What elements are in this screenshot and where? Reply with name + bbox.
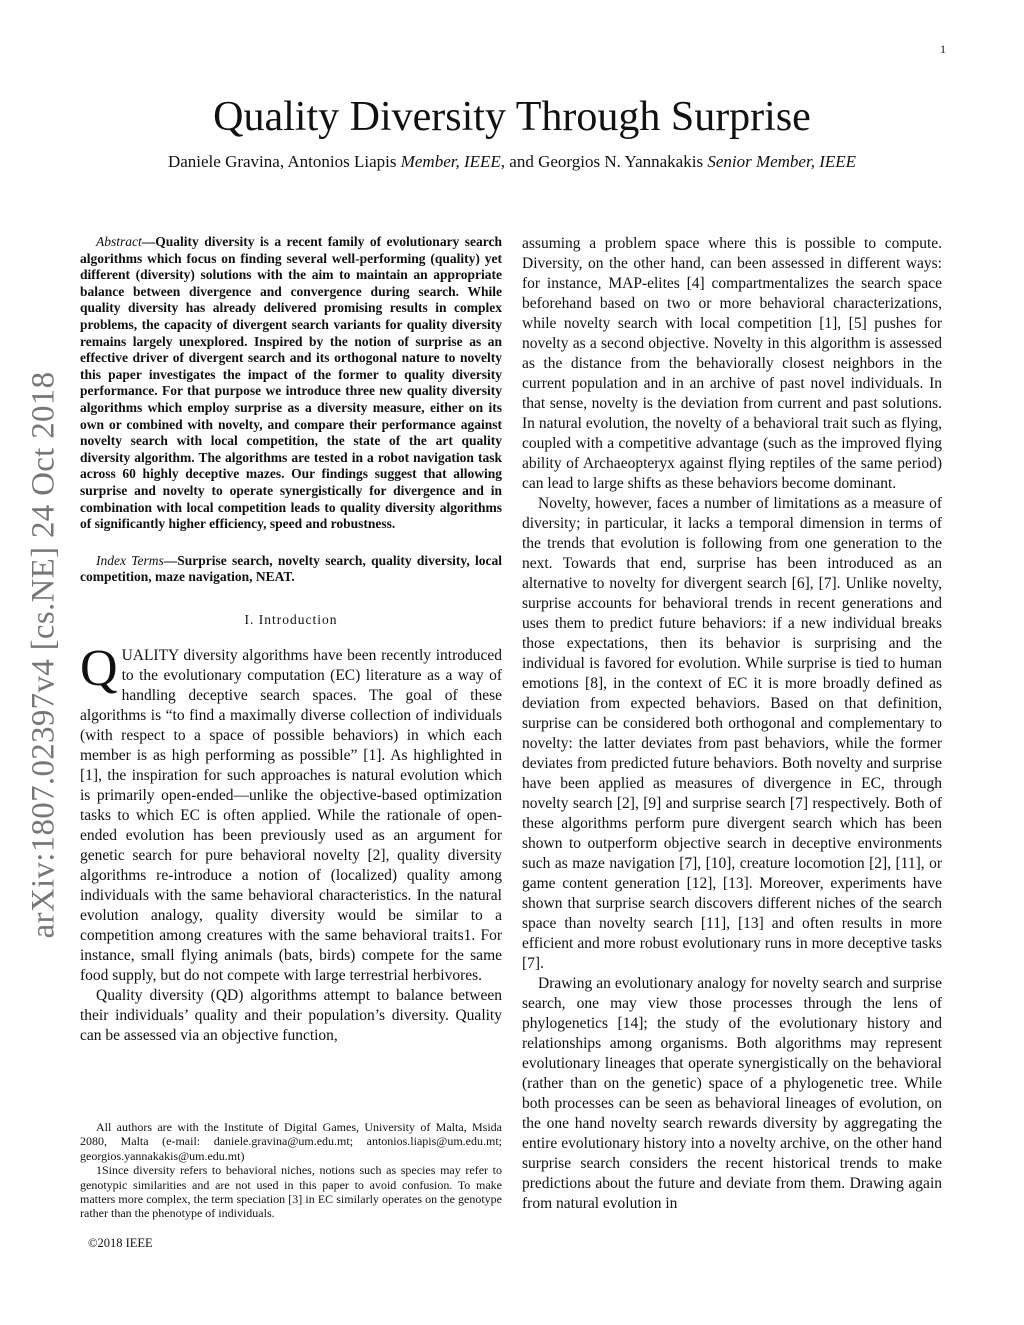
page-number: 1 — [940, 42, 946, 56]
authors-names-1: Daniele Gravina, Antonios Liapis — [167, 152, 401, 171]
footnote-1: 1Since diversity refers to behavioral niches, notions such as species may refer to genotypic similarities and are not used in this paper to avoid confusion. To make matters more complex, the term speciation [3] in EC similarly operates on the genotype rather than the phenotype of individuals. — [80, 1163, 502, 1221]
arxiv-stamp — [0, 0, 60, 1325]
right-paragraph-1: assuming a problem space where this is possible to compute. Diversity, on the other hand, can been assessed in different ways: for instance, MAP-elites [4] compartmentalizes the search space beforehand based on two or more behavioral characterizations, while novelty search with local competition [1], [5] pushes for novelty as a second objective. Novelty in this algorithm is assessed as the distance from the behaviorally closest neighbors in the current population and in an archive of past novel individuals. In that sense, novelty is the deviation from current and past solutions. In natural evolution, the novelty of a behavioral trait such as flying, coupled with a competitive advantage (such as the improved flying ability of Archaeopteryx against flying reptiles of the same period) can lead to large shifts as these behaviors become dominant. — [522, 235, 942, 492]
index-terms-label: Index Terms — [96, 552, 164, 568]
right-paragraph-3: Drawing an evolutionary analogy for novelty search and surprise search, one may view those processes through the lens of phylogenetics [14]; the study of the evolutionary history and relationships among organisms. Both algorithms may represent evolutionary lineages that operate synergistically on the behavioral (rather than on the genetic) space of a phylogenetic tree. While both processes can be seen as behavioral lineages of evolution, on the one hand novelty search rewards diversity by aggregating the entire evolutionary history into a novelty archive, on the other hand surprise search considers the recent historical trends to make predictions about the future and deviate from them. Drawing again from natural evolution in — [522, 975, 942, 1212]
right-column — [522, 234, 942, 1214]
abstract-text: —Quality diversity is a recent family of evolutionary search algorithms which focus on finding several well-performing (quality) yet different (diversity) solutions with the aim to maintain an appropriate balance between divergence and convergence during search. While quality diversity has already delivered promising results in complex problems, the capacity of divergent search variants for quality diversity remains largely unexplored. Inspired by the notion of surprise as an effective driver of divergent search and its orthogonal nature to novelty this paper investigates the impact of the former to quality diversity performance. For that purpose we introduce three new quality diversity algorithms which employ surprise as a diversity measure, either on its own or combined with novelty, and compare their performance against novelty search with local competition, the state of the art quality diversity algorithm. The algorithms are tested in a robot navigation task across 60 highly deceptive mazes. Our findings suggest that allowing surprise and novelty to operate synergistically for divergence and in combination with local competition leads to quality diversity algorithms of significantly higher efficiency, speed and robustness. — [80, 234, 502, 532]
intro-paragraph-1 — [80, 639, 502, 986]
index-terms-text: —Surprise search, novelty search, quality diversity, local competition, maze navigation, NEAT. — [80, 552, 502, 585]
author-role-1: Member, IEEE — [400, 152, 501, 171]
author-role-2: Senior Member, IEEE — [707, 152, 857, 171]
affiliation-footnote: All authors are with the Institute of Digital Games, University of Malta, Msida 2080, Malta (e-mail: daniele.gravina@um.edu.mt; antonios.liapis@um.edu.mt; georgios.yannakakis@um.edu.mt) — [80, 1120, 502, 1163]
intro-text-1: UALITY diversity algorithms have been recently introduced to the evolutionary computation (EC) literature as a way of handling deceptive search spaces. The goal of these algorithms is “to find a maximally diverse collection of individuals (with respect to a space of possible behaviors) in which each member is as high performing as possible” [1]. As highlighted in [1], the inspiration for such approaches is natural evolution which is primarily open-ended—unlike the objective-based optimization tasks to which EC is often applied. While the rationale of open-ended evolution has been previously used as an argument for genetic search for pure behavioral novelty [2], quality diversity algorithms re-introduce a notion of (localized) quality among individuals with the same behavioral characteristics. In the natural evolution analogy, quality diversity would be similar to a competition among creatures with the same behavioral traits1. For instance, small flying animals (bats, birds) compete for the same food supply, but do not compete with large terrestrial herbivores. — [80, 646, 502, 984]
footnotes — [80, 1120, 502, 1221]
dropcap: Q — [80, 639, 118, 697]
index-terms — [80, 553, 502, 586]
right-paragraph-2: Novelty, however, faces a number of limitations as a measure of diversity; in particular, it lacks a temporal dimension in terms of the trends that evolution is following from one generation to the next. Towards that end, surprise has been introduced as an alternative to novelty for divergent search [6], [7]. Unlike novelty, surprise accounts for behavioral trends in recent generations and uses them to predict future behaviors: if a new individual breaks those expectations, then its behavior is surprising and the individual is favored for evolution. While surprise is tied to human emotions [8], in the context of EC it is more broadly defined as deviation from expected behaviors. Based on that definition, surprise can be considered both orthogonal and complementary to novelty: the latter deviates from past behaviors, while the former deviates from predicted future behaviors. Both novelty and surprise have been applied as measures of divergence in EC, through novelty search [2], [9] and surprise search [7] respectively. Both of these algorithms perform pure divergent search which has been shown to outperform objective search in deceptive environments such as maze navigation [7], [10], creature locomotion [2], [11], or game content generation [12], [13]. Moreover, experiments have shown that surprise search discovers different niches of the search space than novelty search [11], [13] and often results in more efficient and more robust evolutionary runs in more deceptive tasks [7]. — [522, 495, 942, 972]
intro-paragraph-2: Quality diversity (QD) algorithms attempt to balance between their individuals’ quality and their population’s diversity. Quality can be assessed via an objective function, — [80, 986, 502, 1044]
paper-title: Quality Diversity Through Surprise — [213, 94, 811, 140]
left-column — [80, 234, 502, 1046]
authors-names-2: , and Georgios N. Yannakakis — [500, 152, 708, 171]
arxiv-stamp-text: arXiv:1807.02397v4 [cs.NE] 24 Oct 2018 — [25, 371, 62, 939]
abstract — [80, 234, 502, 533]
author-line — [0, 152, 1024, 172]
abstract-label: Abstract — [96, 234, 142, 249]
section-heading: I. Introduction — [244, 611, 338, 627]
copyright: ©2018 IEEE — [88, 1236, 153, 1250]
